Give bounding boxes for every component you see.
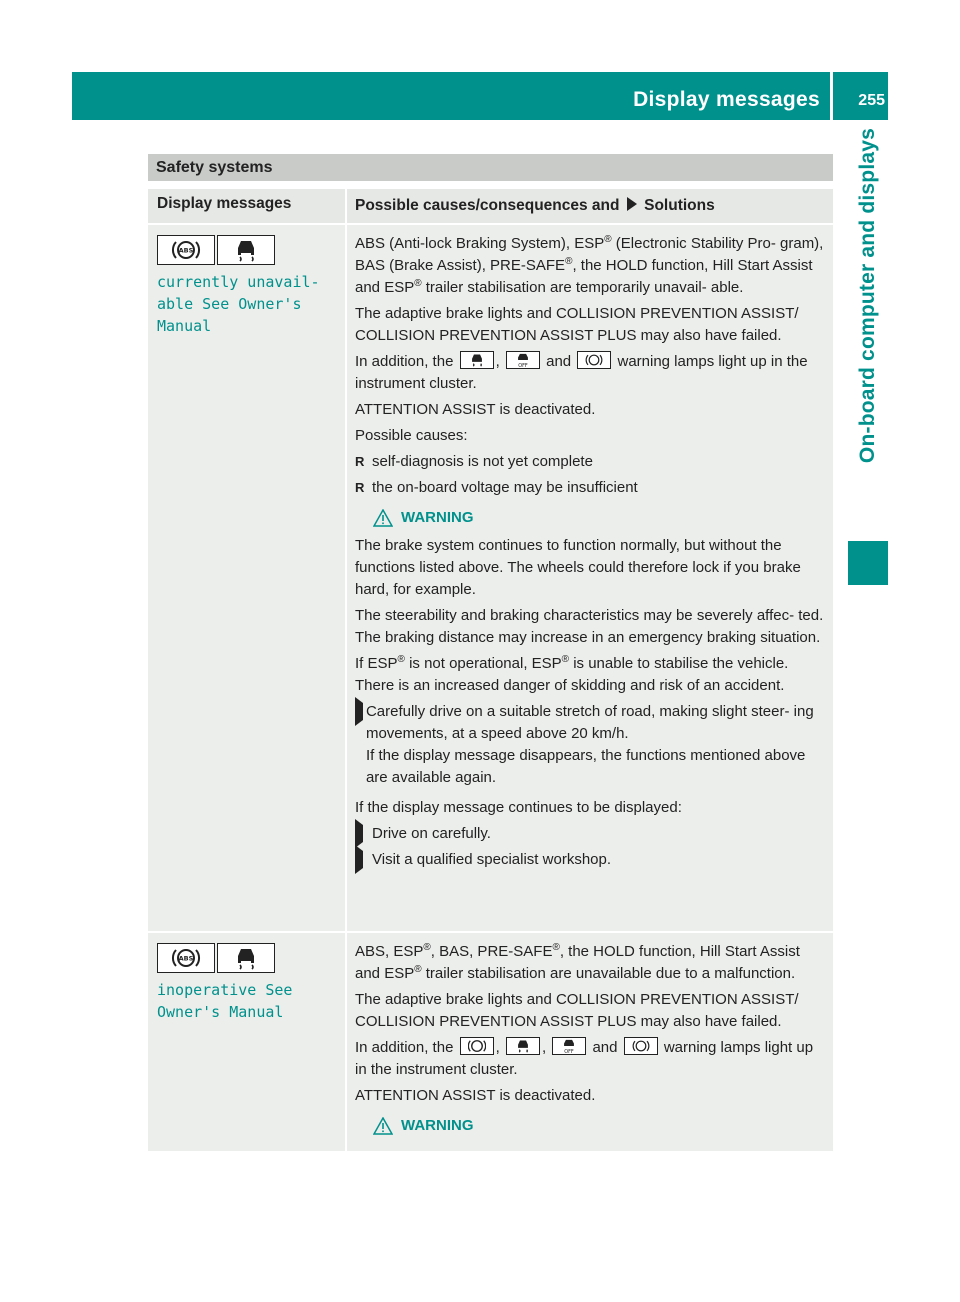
column-headers — [148, 189, 833, 225]
instruction-step: Carefully drive on a suitable stretch of road, making slight steer- ing movements, at a speed above 20 km/h. If the display message disappears, the functions mentioned above are available again. — [355, 701, 826, 789]
instruction-step: Visit a qualified specialist workshop. — [355, 849, 826, 871]
abs-lamp-icon — [624, 1037, 658, 1055]
causes-cell — [347, 225, 833, 931]
paragraph: The adaptive brake lights and COLLISION PREVENTION ASSIST/ COLLISION PREVENTION ASSIST PLUS may also have failed. — [355, 305, 799, 344]
display-message-text: inoperative See Owner's Manual — [157, 981, 293, 1021]
display-message-cell — [148, 933, 347, 1151]
side-tab-marker — [848, 541, 888, 585]
table-row — [148, 225, 833, 933]
svg-text:OFF: OFF — [518, 362, 528, 368]
header-divider — [830, 72, 833, 120]
esp-off-icon — [552, 1037, 586, 1055]
esp-skid-icon — [217, 943, 275, 973]
abs-warning-icon — [157, 235, 215, 265]
column-causes: Possible causes/consequences and Solutions — [355, 197, 715, 214]
column-display-messages: Display messages — [148, 189, 347, 223]
safety-systems-table — [148, 154, 833, 1153]
header-bar — [72, 72, 888, 120]
side-tab-label: On-board computer and displays — [856, 128, 879, 464]
abs-lamp-icon — [577, 351, 611, 369]
paragraph: ABS (Anti-lock Braking System), ESP® (Electronic Stability Pro- gram), BAS (Brake Assist), PRE-SAFE®, the HOLD function, Hill Start Assist and ESP® trailer stabilisation are temporarily unavail- able. — [355, 234, 824, 296]
causes-cell — [347, 933, 833, 1151]
paragraph: ABS, ESP®, BAS, PRE-SAFE®, the HOLD function, Hill Start Assist and ESP® trailer stabilisation are unavailable due to a malfunction. — [355, 942, 800, 982]
list-item: R the on-board voltage may be insufficient — [355, 479, 638, 496]
esp-skid-icon — [460, 351, 494, 369]
paragraph: In addition, the , , OFF and warning lamps light up in the instrument cluster. — [355, 1039, 814, 1078]
paragraph: If ESP® is not operational, ESP® is unable to stabilise the vehicle. There is an increased danger of skidding and risk of an accident. — [355, 654, 789, 694]
esp-skid-icon — [506, 1037, 540, 1055]
paragraph: Possible causes: — [355, 427, 468, 444]
page-number: 255 — [858, 92, 885, 109]
section-title: Safety systems — [148, 154, 833, 181]
esp-skid-icon — [217, 235, 275, 265]
instruction-step: Drive on carefully. — [355, 823, 826, 845]
display-message-cell — [148, 225, 347, 931]
list-item: R self-diagnosis is not yet complete — [355, 453, 593, 470]
side-tab — [848, 128, 888, 530]
brake-warning-icon — [460, 1037, 494, 1055]
paragraph: The adaptive brake lights and COLLISION PREVENTION ASSIST/ COLLISION PREVENTION ASSIST PLUS may also have failed. — [355, 991, 799, 1030]
abs-warning-icon — [157, 943, 215, 973]
svg-text:ABS: ABS — [178, 246, 194, 255]
paragraph: ATTENTION ASSIST is deactivated. — [355, 401, 596, 418]
svg-text:ABS: ABS — [178, 954, 194, 963]
warning-triangle-icon — [373, 509, 393, 527]
paragraph: If the display message continues to be displayed: — [355, 799, 682, 816]
table-row — [148, 933, 833, 1153]
paragraph: The steerability and braking characteristics may be severely affec- ted. The braking distance may increase in an emergency braking situation. — [355, 607, 824, 646]
display-message-text: currently unavail‑ able See Owner's Manual — [157, 273, 320, 335]
paragraph: ATTENTION ASSIST is deactivated. — [355, 1087, 596, 1104]
arrow-right-icon — [626, 197, 638, 211]
esp-off-icon — [506, 351, 540, 369]
warning-heading: WARNING — [373, 507, 826, 529]
warning-heading: WARNING — [373, 1115, 826, 1137]
warning-triangle-icon — [373, 1117, 393, 1135]
svg-text:OFF: OFF — [564, 1048, 575, 1054]
page-title: Display messages — [633, 88, 820, 111]
paragraph: In addition, the , OFF and warning lamps light up in the instrument cluster. — [355, 353, 808, 392]
paragraph: The brake system continues to function normally, but without the functions listed above. The wheels could therefore lock if you brake hard, for example. — [355, 537, 801, 598]
